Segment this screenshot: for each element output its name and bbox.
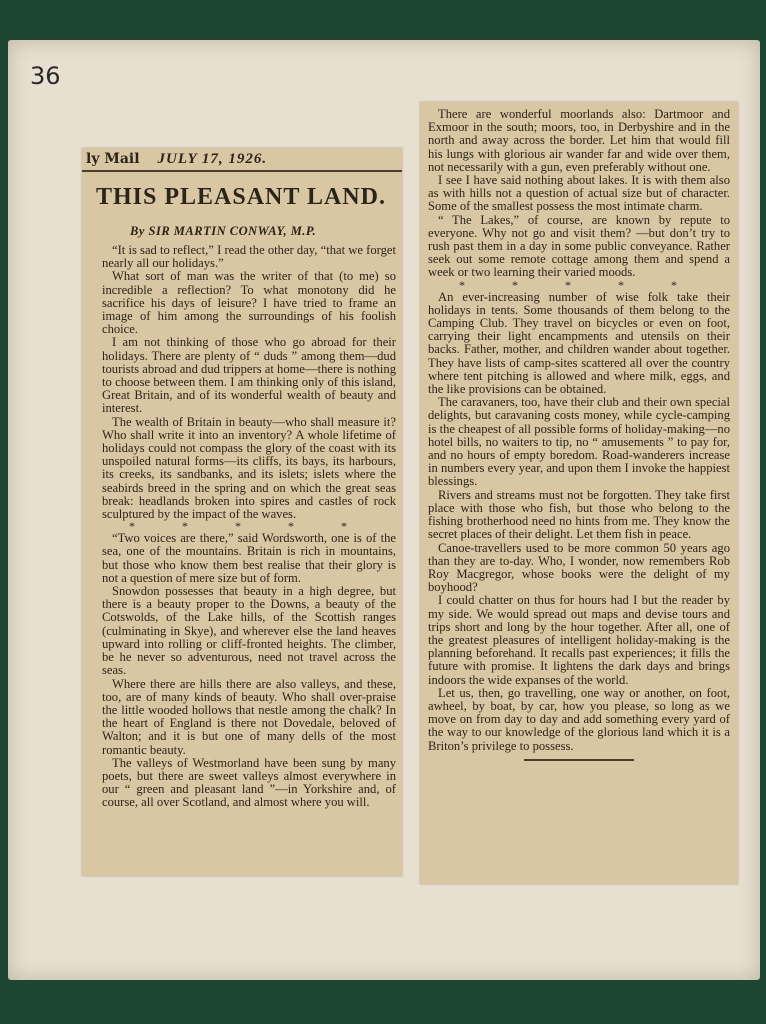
right-clipping	[420, 102, 738, 884]
paragraph: Let us, then, go travelling, one way or another, on foot, awheel, by boat, by car, how you please, so long as we move on from day to day and add something every yard of the way to our knowledge of the glorious land which it is a Briton’s privilege to possess.	[428, 685, 730, 753]
masthead	[82, 148, 402, 172]
left-column-body	[102, 244, 396, 810]
paragraph: The valleys of Westmorland have been sung by many poets, but there are sweet valleys almost everywhere in our “ green and pleasant land ”—in Yorkshire and, of course, all over Scotland, and almost where you will.	[102, 755, 396, 810]
end-rule	[524, 759, 634, 761]
paragraph: The wealth of Britain in beauty—who shall measure it? Who shall write it into an inventory? A whole lifetime of holidays could not compass the glory of the coast with its unspoiled natural forms—its cliffs, its bays, its harbours, its creeks, its sandbanks, and its islets; islets where the seabirds breed in the spring and on which the great seas break: headlands broken into spires and castles of rock sculptured by the impact of the waves.	[102, 414, 396, 522]
article-byline: By SIR MARTIN CONWAY, M.P.	[130, 224, 317, 238]
article-headline: THIS PLEASANT LAND.	[96, 184, 386, 210]
left-clipping	[82, 148, 402, 876]
paragraph: “Two voices are there,” said Wordsworth, one is of the sea, one of the mountains. Britain is rich in mountains, but those who know them best realise that their glory is not a question of mere size but of form.	[102, 531, 396, 585]
paragraph: “It is sad to reflect,” I read the other day, “that we forget nearly all our holidays.”	[102, 243, 396, 271]
paragraph: The caravaners, too, have their club and their own special delights, but caravaning costs money, while cycle-camping is the cheapest of all possible forms of holiday-making—no hotel bills, no waiters to tip, no “ amusements ” to pay for, and no hours of empty boredom. Road-wanderers increase in numbers every year, and upon them I invoke the happiest blessings.	[428, 395, 730, 489]
paragraph: Where there are hills there are also valleys, and these, too, are of many kinds of beauty. Who shall over-praise the little wooded hollows that nestle among the chalk? In the heart of England is there not Dovedale, beloved of Walton; and it is but one of many dells of the most romantic beauty.	[102, 676, 396, 757]
right-column-body	[428, 108, 730, 761]
publication-date: JULY 17, 1926.	[157, 150, 268, 167]
paragraph: I see I have said nothing about lakes. It is with them also as with hills not a question of actual size but of character. Some of the smallest possess the most intimate charm.	[428, 173, 730, 214]
paragraph: There are wonderful moorlands also: Dartmoor and Exmoor in the south; moors, too, in Derbyshire and in the north and away across the border. Let him that would fill his lungs with glorious air wander far and wide over them, not necessarily with a gun, even preferably without one.	[428, 107, 730, 174]
paragraph: What sort of man was the writer of that (to me) so incredible a reflection? To what monotony did he sacrifice his days of leisure? I have tried to frame an image of him among the surroundings of his foolish choice.	[102, 269, 396, 337]
newspaper-name: ly Mail	[86, 151, 140, 167]
paragraph: Canoe-travellers used to be more common 50 years ago than they are to-day. Who, I wonder, now remembers Rob Roy Macgregor, whose books were the delight of my boyhood?	[428, 540, 730, 595]
paragraph: “ The Lakes,” of course, are known by repute to everyone. Why not go and visit them? —but don’t try to rush past them in a day in some public conveyance. Rather seek out some remote cottage among them and spend a week or two learning their varied moods.	[428, 212, 730, 280]
page-number: 36	[30, 62, 61, 90]
paragraph: Snowdon possesses that beauty in a high degree, but there is a beauty proper to the Downs, a beauty of the Cotswolds, of the Lake hills, of the Scottish ranges (culminating in Skye), and wherever else the land heaves upward into rolling or cliff-fronted heights. The climber, be he never so adventurous, need not travel across the seas.	[102, 584, 396, 678]
paragraph: I could chatter on thus for hours had I but the reader by my side. We would spread out maps and devise tours and trips short and long by the hour together. After all, one of the greatest pleasures of intelligent holiday-making is the planning beforehand. It recalls past experiences; it fills the future with promise. It lightens the dark days and brings indoors the wide expanses of the world.	[428, 593, 730, 687]
paragraph: An ever-increasing number of wise folk take their holidays in tents. Some thousands of them belong to the Camping Club. They travel on bicycles or even on foot, carrying their light encampments and utensils on their backs. Father, mother, and children wander about together. They have lists of camp-sites scattered all over the country where tent pitching is allowed and where milk, eggs, and the like provisions can be obtained.	[428, 289, 730, 397]
section-separator: * * * * *	[459, 277, 699, 292]
section-separator: * * * * *	[129, 519, 369, 534]
paragraph: Rivers and streams must not be forgotten. They take first place with those who fish, but those who belong to the fishing brotherhood need no hints from me. They know the secret places of their delight. Let them fish in peace.	[428, 487, 730, 542]
paragraph: I am not thinking of those who go abroad for their holidays. There are plenty of “ duds ” among them—dud tourists abroad and dud trippers at home—there is nothing to choose between them. I am thinking only of this island, Great Britain, and of its wonderful wealth of beauty and interest.	[102, 335, 396, 416]
